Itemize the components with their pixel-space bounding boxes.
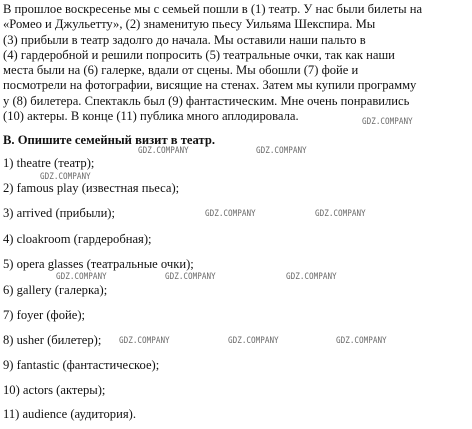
section-heading: B. Опишите семейный визит в театр. [3,133,215,147]
watermark: GDZ.COMPANY [315,209,366,219]
paragraph-line: В прошлое воскресенье мы с семьей пошли в (1) театр. У нас были билеты на [3,2,423,16]
list-item: 5) opera glasses (театральные очки); [3,257,194,271]
list-item: 7) foyer (фойе); [3,308,86,322]
story-paragraph [3,2,469,124]
watermark: GDZ.COMPANY [40,172,91,182]
list-item: 10) actors (актеры); [3,383,106,397]
paragraph-line: «Ромео и Джульетту», (2) знаменитую пьесу Уильяма Шекспира. Мы [3,17,376,32]
watermark: GDZ.COMPANY [286,272,337,282]
watermark: GDZ.COMPANY [56,272,107,282]
paragraph-line: (4) гардеробной и решили попросить (5) театральные очки, так как наши [3,47,395,62]
watermark: GDZ.COMPANY [165,272,216,282]
paragraph-line: места были на (6) галерке, вдали от сцены. Мы обошли (7) фойе и [3,63,359,78]
list-item: 3) arrived (прибыли); [3,206,116,220]
list-item: 2) famous play (известная пьеса); [3,181,180,195]
paragraph-line: посмотрели на фотографии, висящие на стенах. Затем мы купили программу [3,78,417,93]
list-item: 4) cloakroom (гардеробная); [3,232,152,246]
watermark: GDZ.COMPANY [205,209,256,219]
watermark: GDZ.COMPANY [119,336,170,346]
paragraph-line: (10) актеры. В конце (11) публика много аплодировала. [3,109,299,124]
watermark: GDZ.COMPANY [362,117,413,127]
list-item: 9) fantastic (фантастическое); [3,358,160,372]
watermark: GDZ.COMPANY [336,336,387,346]
list-item: 1) theatre (театр); [3,156,95,170]
paragraph-line: у (8) билетера. Спектакль был (9) фантастическим. Мне очень понравились [3,93,410,108]
watermark: GDZ.COMPANY [228,336,279,346]
watermark: GDZ.COMPANY [138,146,189,156]
list-item: 6) gallery (галерка); [3,283,108,297]
list-item: 8) usher (билетер); [3,333,102,347]
watermark: GDZ.COMPANY [256,146,307,156]
paragraph-line: (3) прибыли в театр задолго до начала. Мы оставили наши пальто в [3,32,366,47]
list-item: 11) audience (аудитория). [3,407,136,421]
